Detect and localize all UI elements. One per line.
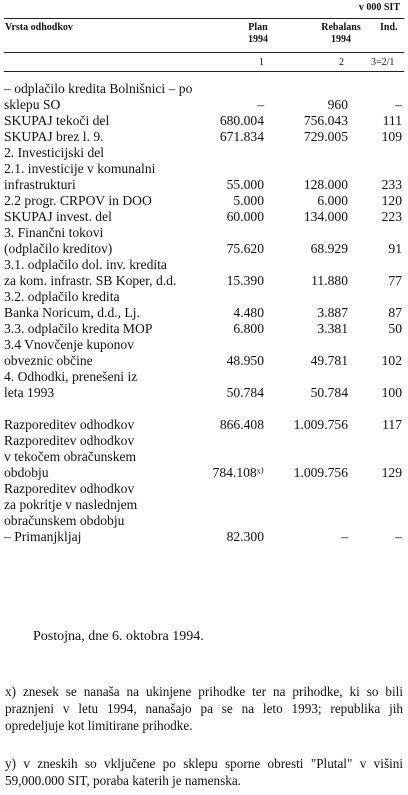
rebalans-value: 6.000 <box>317 193 348 208</box>
table-row <box>4 113 404 129</box>
plan-value: 55.000 <box>226 177 264 192</box>
rebalans-value: 756.043 <box>303 113 348 128</box>
row-label: 3.2. odplačilo kredita <box>4 289 120 304</box>
index-value: 100 <box>381 385 402 400</box>
table-row <box>4 129 404 145</box>
column-header-index: Ind. <box>380 22 398 33</box>
plan-value: 48.950 <box>226 353 264 368</box>
index-value: – <box>395 97 402 112</box>
index-value: 223 <box>381 209 402 224</box>
row-label: za kom. infrastr. SB Koper, d.d. <box>4 273 177 288</box>
table-row <box>4 241 404 257</box>
index-value: 109 <box>381 129 402 144</box>
index-value: 77 <box>388 273 402 288</box>
row-label: Razporeditev odhodkov <box>4 433 135 448</box>
rebalans-value: 729.005 <box>303 129 348 144</box>
table-row <box>4 401 404 417</box>
plan-value: 5.000 <box>233 193 264 208</box>
table-row <box>4 337 404 353</box>
row-label: za pokritje v naslednjem <box>4 497 138 512</box>
currency-unit: v 000 SIT <box>358 2 400 13</box>
plan-value: 671.834 <box>219 129 264 144</box>
rebalans-value: 11.880 <box>311 273 348 288</box>
plan-value: 6.800 <box>233 321 264 336</box>
rebalans-value: 68.929 <box>310 241 348 256</box>
table-top-rule <box>4 18 404 19</box>
index-value: 120 <box>381 193 402 208</box>
row-label: v tekočem obračunskem <box>4 449 137 464</box>
row-label: – odplačilo kredita Bolnišnici – po <box>4 81 193 96</box>
row-label: sklepu SO <box>4 97 61 112</box>
index-value: 233 <box>381 177 402 192</box>
rebalans-value: 1.009.756 <box>293 417 348 432</box>
row-label: SKUPAJ tekoči del <box>4 113 110 128</box>
plan-value: – <box>257 97 264 112</box>
table-row <box>4 497 404 513</box>
row-label: 3.4 Vnovčenje kuponov <box>4 337 135 352</box>
index-value: 111 <box>382 113 402 128</box>
plan-value: 82.300 <box>226 529 264 544</box>
table-row <box>4 465 404 481</box>
rebalans-value: 1.009.756 <box>293 465 348 480</box>
table-row <box>4 145 404 161</box>
row-label: Razporeditev odhodkov <box>4 417 135 432</box>
row-label: Razporeditev odhodkov <box>4 481 135 496</box>
table-row <box>4 257 404 273</box>
table-row <box>4 177 404 193</box>
table-row <box>4 481 404 497</box>
row-label: 4. Odhodki, prenešeni iz <box>4 369 138 384</box>
rebalans-value: 128.000 <box>303 177 348 192</box>
footnote-y: y) v zneskih so vključene po sklepu sporne obresti "Plutal" v višini 59,000.000 SIT, poraba katerih je namenska. <box>5 756 403 788</box>
index-value: 91 <box>388 241 402 256</box>
rebalans-value: 134.000 <box>303 209 348 224</box>
row-label: 2. Investicijski del <box>4 145 105 160</box>
table-row <box>4 273 404 289</box>
plan-value: 784.108ˣ⁾ <box>212 465 264 480</box>
plan-value: 4.480 <box>233 305 264 320</box>
place-and-date: Postojna, dne 6. oktobra 1994. <box>33 629 204 644</box>
plan-value: 60.000 <box>226 209 264 224</box>
table-row <box>4 225 404 241</box>
table-body-top-rule <box>4 71 404 72</box>
index-value: 50 <box>388 321 402 336</box>
row-label: obveznic občine <box>4 353 93 368</box>
row-label: obdobju <box>4 465 49 480</box>
column-header-type: Vrsta odhodkov <box>5 22 73 33</box>
table-row <box>4 433 404 449</box>
row-label: leta 1993 <box>4 385 55 400</box>
row-label: SKUPAJ brez l. 9. <box>4 129 104 144</box>
plan-value: 50.784 <box>226 385 264 400</box>
row-label: (odplačilo kreditov) <box>4 241 113 256</box>
table-row <box>4 449 404 465</box>
plan-value: 15.390 <box>226 273 264 288</box>
table-row <box>4 193 404 209</box>
index-value: 102 <box>381 353 402 368</box>
row-label: – Primanjkljaj <box>4 529 82 544</box>
plan-value: 680.004 <box>219 113 264 128</box>
table-row <box>4 161 404 177</box>
row-label: SKUPAJ invest. del <box>4 209 112 224</box>
table-row <box>4 369 404 385</box>
table-row <box>4 353 404 369</box>
row-label: 3.1. odplačilo dol. inv. kredita <box>4 257 167 272</box>
table-row <box>4 321 404 337</box>
footnote-x: x) znesek se nanaša na ukinjene prihodke ter na prihodke, ki so bili praznjeni v letu 1994, nanašajo pa se na leto 1993; republika jih opredeljuje kot limitirane prihodke. <box>5 684 403 733</box>
table-row <box>4 289 404 305</box>
rebalans-value: – <box>341 529 348 544</box>
expense-table <box>4 81 404 545</box>
index-value: – <box>395 529 402 544</box>
table-row <box>4 97 404 113</box>
row-label: 3.3. odplačilo kredita MOP <box>4 321 153 336</box>
plan-value: 75.620 <box>226 241 264 256</box>
rebalans-value: 49.781 <box>310 353 348 368</box>
row-label: 2.1. investicije v komunalni <box>4 161 156 176</box>
table-row <box>4 81 404 97</box>
row-label: infrastrukturi <box>4 177 76 192</box>
column-number-3: 3=2/1 <box>371 57 395 68</box>
row-label: 2.2 progr. CRPOV in DOO <box>4 193 152 208</box>
table-row <box>4 417 404 433</box>
table-row <box>4 529 404 545</box>
table-row <box>4 513 404 529</box>
table-row <box>4 385 404 401</box>
column-header-plan: Plan 1994 <box>248 22 268 45</box>
rebalans-value: 3.381 <box>317 321 348 336</box>
plan-value: 866.408 <box>219 417 264 432</box>
rebalans-value: 50.784 <box>310 385 348 400</box>
index-value: 87 <box>388 305 402 320</box>
table-row <box>4 305 404 321</box>
table-row <box>4 209 404 225</box>
column-header-rebalans: Rebalans 1994 <box>321 22 361 45</box>
header-divider-rule <box>4 52 404 53</box>
row-label: Banka Noricum, d.d., Lj. <box>4 305 140 320</box>
column-number-2: 2 <box>339 57 344 68</box>
index-value: 129 <box>381 465 402 480</box>
row-label: 3. Finančni tokovi <box>4 225 104 240</box>
rebalans-value: 960 <box>327 97 348 112</box>
rebalans-value: 3.887 <box>317 305 348 320</box>
row-label: obračunskem obdobju <box>4 513 125 528</box>
column-number-1: 1 <box>259 57 264 68</box>
index-value: 117 <box>382 417 402 432</box>
